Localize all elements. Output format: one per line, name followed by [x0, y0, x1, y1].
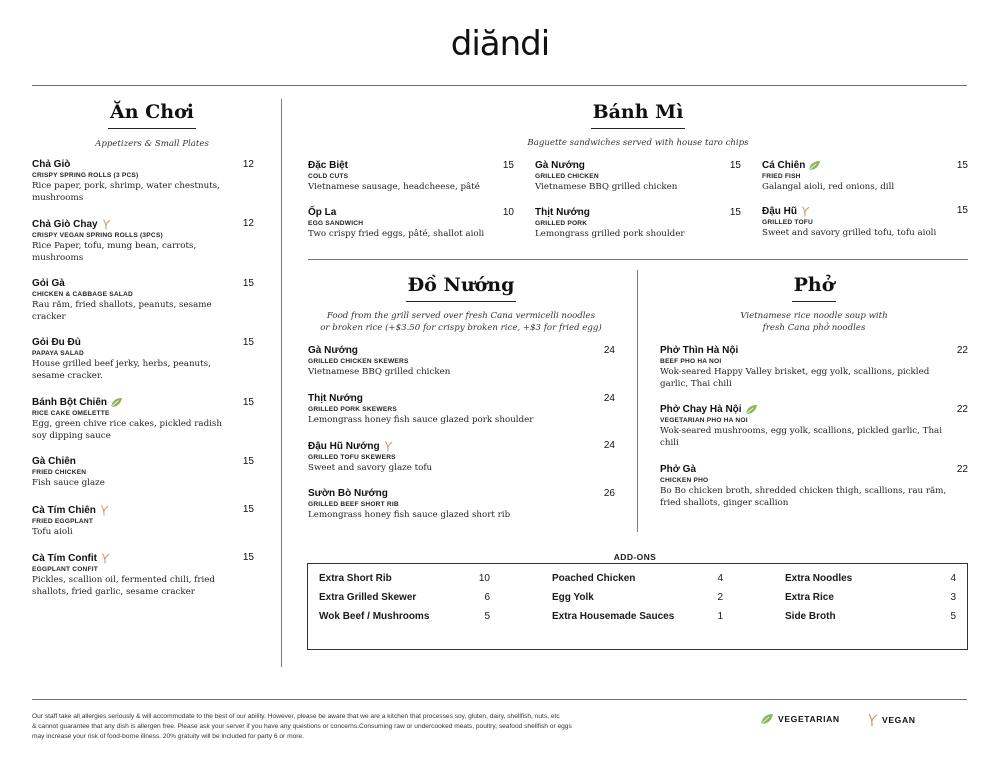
menu-item-subtitle: EGGPLANT CONFIT: [32, 566, 99, 574]
menu-item-description: Two crispy fried eggs, pâté, shallot aioli: [308, 229, 485, 239]
menu-item-description: Bo Bo chicken broth, shredded chicken thigh, scallions, rau răm, fried shallots, ginger scallion: [660, 486, 947, 508]
menu-item-description: Wok-seared Happy Valley brisket, egg yolk, scallions, pickled garlic, Thai chili: [660, 367, 930, 389]
menu-item-subtitle: FRIED FISH: [762, 173, 801, 181]
menu-item-price: 22: [956, 464, 968, 475]
menu-item-price: 15: [502, 160, 514, 171]
section-title-an-choi: Ăn Chơi: [32, 101, 272, 129]
menu-item-name-row: [535, 207, 741, 219]
addons-label: ADD-ONS: [590, 552, 680, 562]
menu-item-price: 15: [956, 205, 968, 216]
section-subtitle-banh-mi: Baguette sandwiches served with house taro chips: [527, 138, 749, 148]
leaf-icon: [808, 160, 821, 171]
menu-item-name: Đậu Hũ: [762, 206, 797, 218]
menu-item-name-row: [308, 393, 615, 405]
menu-item: [308, 488, 615, 522]
addon-price: 10: [478, 573, 490, 584]
addon-name: Extra Noodles: [785, 573, 853, 584]
menu-item-subtitle: EGG SANDWICH: [308, 220, 364, 227]
menu-item-subtitle: GRILLED BEEF SHORT RIB: [308, 501, 399, 508]
menu-item-name-row: [308, 207, 514, 219]
menu-item-subtitle: GRILLED CHICKEN SKEWERS: [308, 358, 409, 365]
menu-item-price: 15: [242, 552, 254, 563]
menu-item: [32, 397, 254, 442]
addon-name: Extra Housemade Sauces: [552, 611, 675, 622]
menu-item-name-row: [535, 160, 741, 172]
addon-name: Egg Yolk: [552, 592, 594, 603]
sprout-icon: [800, 205, 810, 218]
menu-item-name-row: [32, 337, 254, 349]
menu-item-name: Gà Nướng: [535, 160, 585, 171]
addon-name: Extra Rice: [785, 592, 834, 603]
disclaimer-line: & cannot guarantee that any dish is allergen free. Please ask your server if you have any questions or concerns.Consuming raw or undercooked meats, poultry, seafood shellfish or eggs: [32, 722, 572, 730]
addon-name: Extra Grilled Skewer: [319, 592, 417, 603]
menu-item: [308, 207, 514, 241]
menu-item-price: 10: [502, 207, 514, 218]
menu-item-price: 15: [242, 456, 254, 467]
addon-price: 4: [717, 573, 723, 584]
menu-item-description: Lemongrass honey fish sauce glazed short rib: [308, 510, 511, 520]
menu-item-name: Đậu Hũ Nướng: [308, 441, 380, 453]
menu-item-name: Thịt Nướng: [308, 393, 363, 404]
subtitle-line: Food from the grill served over fresh Cana vermicelli noodles: [326, 311, 596, 321]
addon-name: Poached Chicken: [552, 573, 636, 584]
section-title-banh-mi: Bánh Mì: [308, 101, 968, 129]
menu-item: [535, 207, 741, 241]
menu-item-subtitle: GRILLED PORK SKEWERS: [308, 406, 397, 413]
menu-item-price: 15: [729, 160, 741, 171]
menu-item-name: Gỏi Đu Đủ: [32, 337, 81, 348]
menu-item-price: 22: [956, 345, 968, 356]
menu-item: [762, 205, 968, 240]
menu-item-price: 22: [956, 404, 968, 415]
menu-item-name: Chả Giò Chay: [32, 219, 98, 231]
menu-item: [762, 160, 968, 194]
menu-item-name-row: [308, 345, 615, 357]
sprout-icon: [383, 440, 393, 453]
menu-item-name: Gà Chiên: [32, 456, 76, 467]
menu-item-price: 15: [729, 207, 741, 218]
top-divider: [32, 85, 967, 86]
menu-item-price: 15: [242, 397, 254, 408]
menu-item-subtitle: CHICKEN PHO: [660, 477, 709, 484]
menu-item-description: Vietnamese BBQ grilled chicken: [535, 182, 678, 192]
menu-item-name-row: [32, 504, 254, 517]
menu-item-name-row: [32, 159, 254, 171]
menu-item-name-row: [660, 404, 968, 416]
sprout-icon: [101, 218, 111, 231]
menu-item: [308, 345, 615, 379]
section-subtitle-pho: [660, 310, 968, 334]
legend-vegan: [866, 713, 916, 727]
section-subtitle-do-nuong: [308, 310, 614, 334]
menu-item-price: 24: [603, 440, 615, 451]
menu-item-name-row: [660, 464, 968, 476]
addon-price: 2: [717, 592, 723, 603]
menu-item-description: Rau răm, fried shallots, peanuts, sesame cracker: [32, 300, 212, 322]
menu-item-subtitle: GRILLED PORK: [535, 220, 588, 227]
menu-item: [32, 159, 254, 204]
menu-item: [32, 218, 254, 264]
menu-item-subtitle: RICE CAKE OMELETTE: [32, 410, 110, 418]
menu-item-description: Galangal aioli, red onions, dill: [762, 182, 895, 193]
menu-item-price: 26: [603, 488, 615, 499]
subtitle-line: or broken rice (+$3.50 for crispy broken rice, +$3 for fried egg): [320, 323, 602, 333]
menu-item-description: Wok-seared mushrooms, egg yolk, scallions, pickled garlic, Thai chili: [660, 426, 943, 448]
menu-item-description: Tofu aioli: [32, 527, 73, 538]
addon-price: 4: [950, 573, 956, 584]
menu-item-name: Thịt Nướng: [535, 207, 590, 218]
menu-item: [660, 464, 968, 509]
disclaimer-line: Our staff take all allergies seriously & will accommodate to the best of our ability. However, please be aware that we are a kitchen that processes soy, gluten, dairy, shellfish, nuts, etc: [32, 713, 560, 720]
addon-price: 6: [484, 592, 490, 603]
bottom-divider: [32, 699, 967, 700]
addon-price: 5: [950, 611, 956, 622]
menu-item: [660, 404, 968, 449]
section-title-pho: Phở: [660, 274, 968, 302]
menu-item-name: Sườn Bò Nướng: [308, 488, 388, 499]
menu-item-name-row: [660, 345, 968, 357]
menu-item-subtitle: VEGETARIAN PHO HA NOI: [660, 417, 748, 425]
legend-vegetarian-label: VEGETARIAN: [778, 714, 840, 724]
menu-item-subtitle: GRILLED CHICKEN: [535, 173, 599, 180]
menu-item-name-row: [32, 397, 254, 409]
column-divider: [637, 270, 638, 532]
menu-item-subtitle: GRILLED TOFU: [762, 219, 813, 227]
sprout-icon: [99, 504, 109, 517]
menu-item-price: 15: [956, 160, 968, 171]
subtitle-line: Vietnamese rice noodle soup with: [740, 311, 888, 321]
section-divider: [308, 259, 968, 260]
menu-item-price: 12: [242, 159, 254, 170]
menu-item-subtitle: FRIED CHICKEN: [32, 469, 87, 476]
legend-vegan-label: VEGAN: [882, 715, 916, 725]
menu-item-name: Phở Chay Hà Nội: [660, 404, 742, 416]
menu-item-price: 24: [603, 393, 615, 404]
addon-price: 1: [717, 611, 723, 622]
addon-price: 3: [950, 592, 956, 603]
menu-item-name: Bánh Bột Chiên: [32, 397, 107, 409]
menu-item: [32, 456, 254, 490]
menu-item-price: 12: [242, 218, 254, 229]
menu-item-name-row: [762, 160, 968, 172]
menu-item-subtitle: COLD CUTS: [308, 173, 349, 180]
sprout-icon: [866, 713, 878, 727]
addon-name: Wok Beef / Mushrooms: [319, 611, 430, 622]
menu-item: [308, 440, 615, 475]
addons-box: [307, 563, 968, 650]
menu-item: [308, 160, 514, 194]
disclaimer-line: may increase your risk of food-borne illness. 20% gratuity will be included for party 6 or more.: [32, 732, 304, 740]
menu-item-name: Cà Tím Chiên: [32, 505, 96, 517]
menu-item-description: Lemongrass grilled pork shoulder: [535, 229, 685, 239]
menu-item-name-row: [762, 205, 968, 218]
menu-item-name: Cá Chiên: [762, 160, 806, 172]
menu-item: [660, 345, 968, 390]
leaf-icon: [110, 397, 123, 408]
legend-vegetarian: [760, 713, 840, 725]
menu-item-subtitle: CRISPY SPRING ROLLS (3 PCS): [32, 172, 139, 179]
menu-item-price: 15: [242, 337, 254, 348]
subtitle-line: fresh Cana phở noodles: [762, 323, 866, 333]
menu-item-name-row: [308, 160, 514, 172]
menu-item-subtitle: CRISPY VEGAN SPRING ROLLS (3PCS): [32, 232, 163, 240]
menu-item-name-row: [32, 278, 254, 290]
menu-item-description: Lemongrass honey fish sauce glazed pork shoulder: [308, 415, 534, 425]
menu-item-description: Sweet and savory glaze tofu: [308, 463, 433, 474]
menu-item-name-row: [32, 218, 254, 231]
menu-item: [32, 278, 254, 323]
menu-item-price: 15: [242, 278, 254, 289]
menu-item-description: Rice Paper, tofu, mung bean, carrots, mushrooms: [32, 241, 197, 263]
restaurant-logo: diăndi: [450, 24, 550, 64]
menu-item: [32, 552, 254, 598]
menu-item-price: 24: [603, 345, 615, 356]
menu-item-subtitle: BEEF PHO HA NOI: [660, 358, 722, 365]
section-subtitle-an-choi: Appetizers & Small Plates: [95, 139, 209, 149]
addon-name: Side Broth: [785, 611, 836, 622]
menu-item: [32, 504, 254, 539]
menu-item-name: Gỏi Gà: [32, 278, 65, 289]
menu-item-subtitle: CHICKEN & CABBAGE SALAD: [32, 291, 133, 298]
addon-name: Extra Short Rib: [319, 573, 392, 584]
menu-item-name-row: [308, 440, 615, 453]
menu-item: [535, 160, 741, 194]
menu-item-name: Phở Gà: [660, 464, 697, 475]
menu-item-description: Vietnamese sausage, headcheese, pâté: [308, 182, 480, 192]
menu-item-name: Đặc Biệt: [308, 160, 349, 171]
menu-item-name: Cà Tím Confit: [32, 553, 97, 565]
menu-item-description: Egg, green chive rice cakes, pickled radish soy dipping sauce: [32, 419, 222, 441]
menu-item-name-row: [308, 488, 615, 500]
allergy-disclaimer: [32, 712, 702, 741]
section-title-do-nuong: Đồ Nướng: [308, 274, 614, 302]
menu-item-name: Gà Nướng: [308, 345, 358, 356]
menu-item-subtitle: GRILLED TOFU SKEWERS: [308, 454, 396, 462]
menu-item-description: Rice paper, pork, shrimp, water chestnuts, mushrooms: [32, 181, 220, 203]
menu-item-subtitle: FRIED EGGPLANT: [32, 518, 94, 526]
menu-item-subtitle: PAPAYA SALAD: [32, 350, 84, 357]
menu-item-name-row: [32, 456, 254, 468]
leaf-icon: [745, 404, 758, 415]
menu-item-price: 15: [242, 504, 254, 515]
menu-item-description: Fish sauce glaze: [32, 478, 105, 488]
sprout-icon: [100, 552, 110, 565]
addon-price: 5: [484, 611, 490, 622]
menu-item-description: Pickles, scallion oil, fermented chili, fried shallots, fried garlic, sesame cracker: [32, 575, 215, 597]
menu-item: [32, 337, 254, 382]
menu-item: [308, 393, 615, 427]
menu-item-description: Sweet and savory grilled tofu, tofu aioli: [762, 228, 937, 239]
leaf-icon: [760, 713, 774, 725]
menu-item-name: Chả Giò: [32, 159, 71, 170]
menu-item-name-row: [32, 552, 254, 565]
menu-item-name: Phở Thìn Hà Nội: [660, 345, 739, 356]
menu-item-description: Vietnamese BBQ grilled chicken: [308, 367, 451, 377]
column-divider: [281, 99, 282, 667]
menu-item-description: House grilled beef jerky, herbs, peanuts, sesame cracker.: [32, 359, 211, 381]
menu-item-name: Ốp La: [308, 207, 337, 218]
